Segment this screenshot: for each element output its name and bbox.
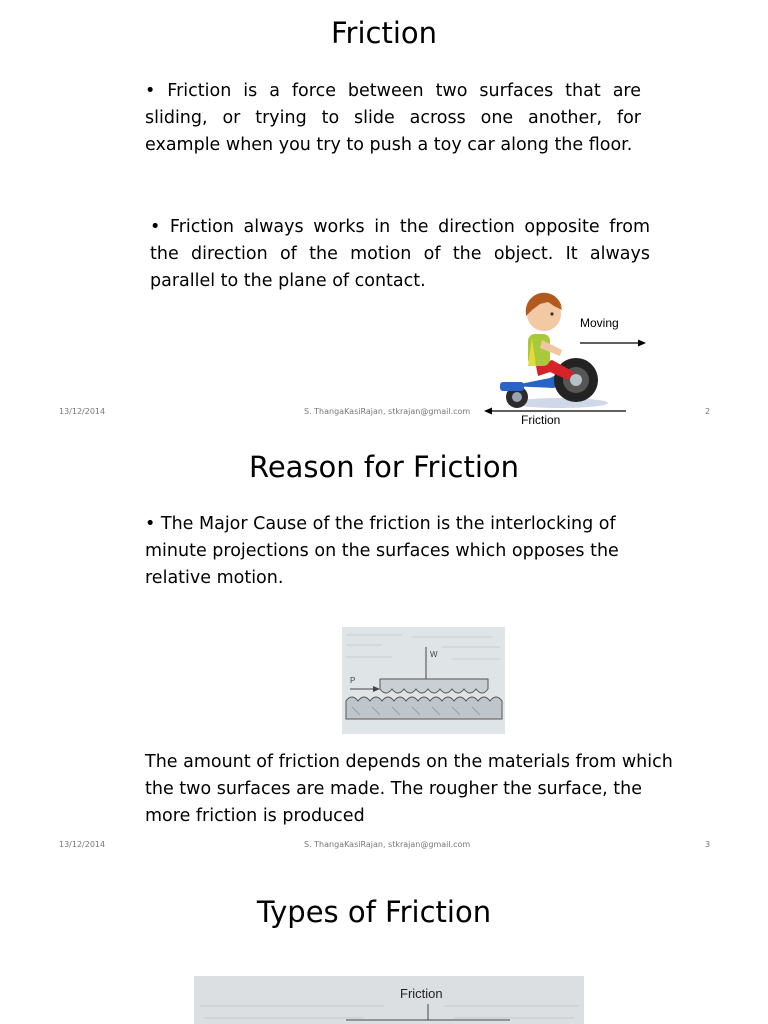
footer-author: S. ThangaKasiRajan, stkrajan@gmail.com xyxy=(304,407,471,416)
slide-reason-for-friction xyxy=(0,434,768,868)
footer-date: 13/12/2014 xyxy=(59,407,106,416)
bullet-definition: • Friction is a force between two surfaces that are sliding, or trying to slide across one another, for example when you try to push a toy car along the floor. xyxy=(145,81,641,155)
footer-author: S. ThangaKasiRajan, stkrajan@gmail.com xyxy=(304,840,471,849)
surface-interlocking-photo xyxy=(342,627,505,734)
lower-surface xyxy=(346,697,502,719)
types-diagram-photo xyxy=(194,976,584,1024)
slide-friction xyxy=(0,0,768,434)
bullet-direction: • Friction always works in the direction opposite from the direction of the motion of the object. It always parallel to the plane of contact. xyxy=(150,217,650,291)
footer-date: 13/12/2014 xyxy=(59,840,106,849)
materials-paragraph: The amount of friction depends on the materials from which the two surfaces are made. The rougher the surface, the more friction is produced xyxy=(145,752,673,826)
push-label: P xyxy=(350,676,356,685)
footer-page: 3 xyxy=(705,840,711,849)
slide-types-of-friction xyxy=(0,868,768,1024)
slide-title: Types of Friction xyxy=(256,895,492,929)
tricycle-figure xyxy=(470,290,670,430)
weight-label: W xyxy=(430,650,438,659)
friction-label: Friction xyxy=(521,413,561,427)
bullet-interlocking: • The Major Cause of the friction is the interlocking of minute projections on the surfaces which opposes the relative motion. xyxy=(145,514,619,588)
upper-block xyxy=(380,679,488,693)
moving-label: Moving xyxy=(580,316,619,330)
slide-title: Reason for Friction xyxy=(248,450,520,484)
slide-title: Friction xyxy=(330,16,438,50)
footer-page: 2 xyxy=(705,407,711,416)
diagram-root-label: Friction xyxy=(400,986,443,1001)
